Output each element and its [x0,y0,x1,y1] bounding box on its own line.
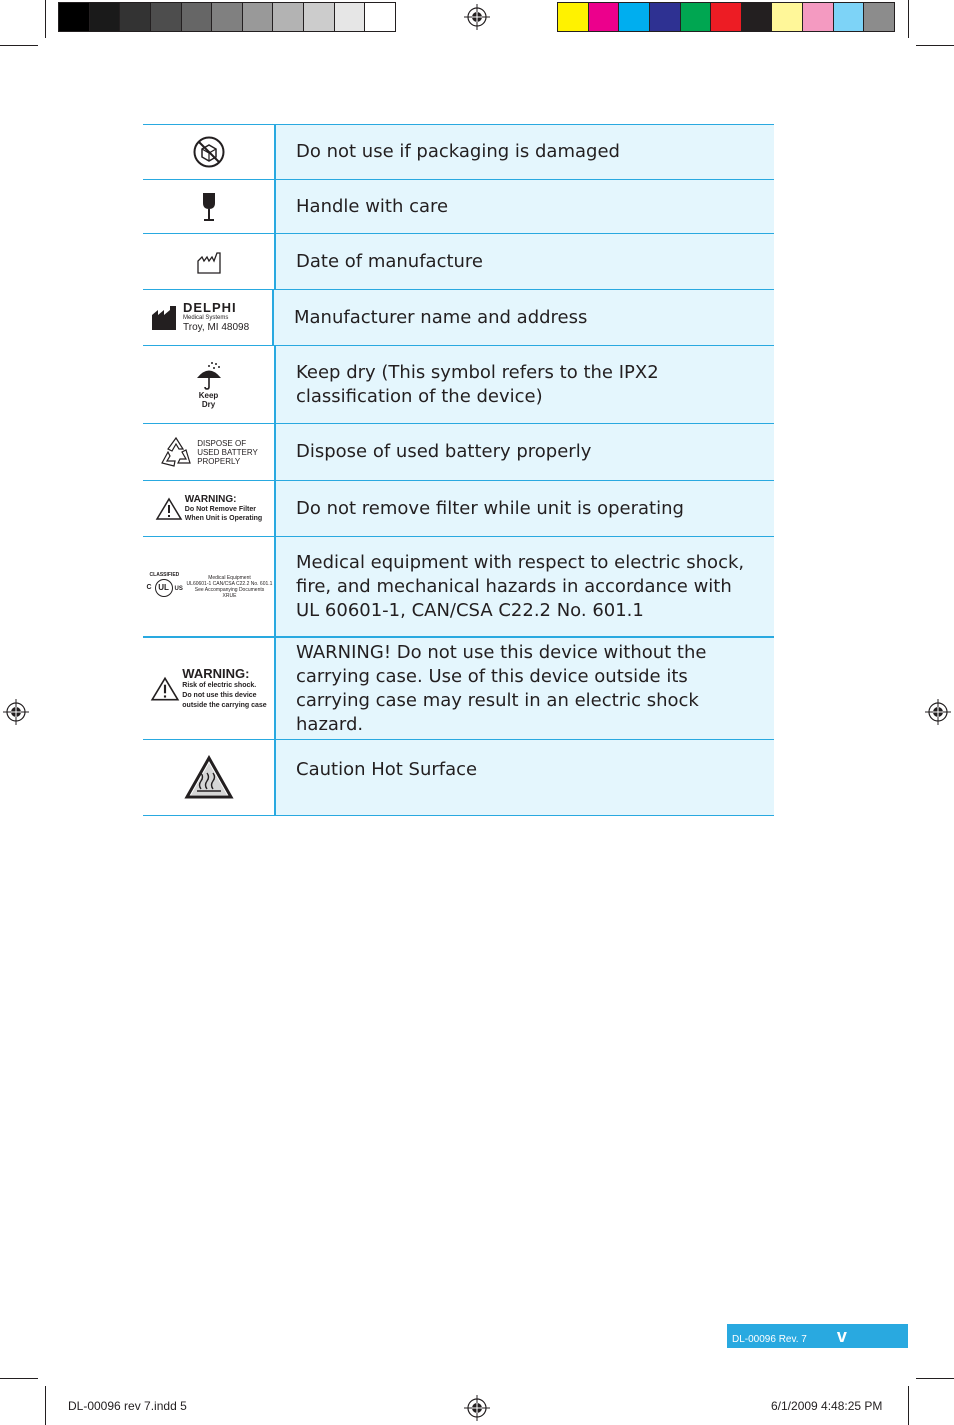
warning-triangle-icon [150,676,180,702]
color-swatch [834,3,865,31]
color-swatch [120,3,151,31]
slug-timestamp: 6/1/2009 4:48:25 PM [771,1399,883,1413]
ul-c: C [146,583,152,591]
slug-filename: DL-00096 rev 7.indd 5 [68,1399,187,1413]
symbol-description: Handle with care [276,180,774,233]
brand-sub: Medical Systems [183,315,229,321]
symbol-description: Do not use if packaging is damaged [276,125,774,179]
symbol-cell [143,180,276,233]
table-row [143,481,774,537]
color-swatch [59,3,90,31]
symbol-cell [143,346,276,423]
table-row [143,537,774,638]
table-row [143,180,774,234]
symbol-description: Caution Hot Surface [276,740,774,815]
ul-mark: UL [158,583,169,592]
color-swatch [212,3,243,31]
ul-classified-icon [145,572,187,602]
warning-text: Do Not Remove Filter [184,506,256,513]
symbol-cell [143,290,274,345]
symbol-description: Medical equipment with respect to electric shock, fire, and mechanical hazards in accordance with UL 60601-1, CAN/CSA C22.2 No. 601.1 [276,537,774,636]
recycle-label: PROPERLY [197,456,241,466]
symbol-description: Dispose of used battery properly [276,424,774,480]
color-swatch [772,3,803,31]
registration-mark-icon [925,699,951,725]
symbol-cell [143,234,276,289]
table-row [143,740,774,816]
manufacturer-city: Troy, MI 48098 [183,322,250,333]
table-row [143,638,774,740]
color-swatch [558,3,589,31]
registration-mark-icon [464,1395,490,1421]
crop-mark [908,0,909,38]
warning-title: WARNING: [182,665,250,681]
table-row [143,125,774,180]
color-swatch [151,3,182,31]
damaged-package-icon [192,135,226,169]
symbol-cell [143,638,276,739]
symbol-description: WARNING! Do not use this device without the carrying case. Use of this device outside its carrying case may result in an electric shock hazard. [276,638,774,739]
recycle-label: USED BATTERY [197,447,258,457]
color-swatch [619,3,650,31]
warning-title: WARNING: [184,494,237,505]
ul-label: XRUE [222,592,237,599]
keep-dry-label: Keep [198,390,219,400]
color-swatch [803,3,834,31]
date-of-manufacture-icon [196,249,222,275]
keep-dry-label: Dry [201,399,216,409]
symbol-description: Do not remove filter while unit is operating [276,481,774,536]
color-swatch [650,3,681,31]
recycle-battery-icon [159,435,193,469]
fragile-glass-icon [199,191,219,223]
symbol-description: Manufacturer name and address [274,290,774,345]
color-swatch [742,3,773,31]
warning-text: Risk of electric shock. [182,681,257,689]
crop-mark [45,1386,46,1425]
symbol-cell [143,125,276,179]
warning-text: Do not use this device [182,691,257,699]
table-row [143,424,774,481]
color-swatch [864,3,894,31]
table-row [143,346,774,424]
gray-calibration-bar [58,2,396,32]
recycle-label: DISPOSE OF [197,438,247,448]
symbol-cell [143,424,276,480]
symbol-table [143,124,774,816]
crop-mark [0,1378,38,1379]
color-swatch [711,3,742,31]
doc-revision-band [727,1324,908,1348]
crop-mark [45,0,46,38]
ul-label: See Accompanying Documents [194,586,265,593]
crop-mark [0,45,38,46]
symbol-cell [143,537,276,636]
symbol-description: Keep dry (This symbol refers to the IPX2 classification of the device) [276,346,774,423]
symbol-cell [143,740,276,815]
symbol-description: Date of manufacture [276,234,774,289]
warning-text: outside the carrying case [182,701,267,709]
registration-mark-icon [3,699,29,725]
brand-name: DELPHI [183,300,237,315]
ul-classified-text: CLASSIFIED [149,571,180,578]
page-number: v [836,1325,847,1346]
color-swatch [589,3,620,31]
warning-text: When Unit is Operating [184,515,263,522]
ul-us: US [174,585,183,592]
ul-label: Medical Equipment [208,574,251,581]
color-swatch [182,3,213,31]
ul-label: UL60601-1 CAN/CSA C22.2 No. 601.1 [186,580,273,587]
color-swatch [273,3,304,31]
crop-mark [916,45,954,46]
color-swatch [90,3,121,31]
warning-triangle-icon [155,497,183,521]
table-row [143,234,774,290]
color-swatch [681,3,712,31]
color-swatch [335,3,366,31]
manufacturer-icon [151,305,179,331]
doc-revision: DL-00096 Rev. 7 [732,1333,807,1345]
keep-dry-umbrella-icon [194,361,224,391]
table-row [143,290,774,346]
color-swatch [365,3,395,31]
crop-mark [908,1386,909,1425]
color-swatch [304,3,335,31]
crop-mark [916,1378,954,1379]
registration-mark-icon [464,4,490,30]
color-calibration-bar [557,2,895,32]
hot-surface-icon [184,755,234,801]
color-swatch [243,3,274,31]
symbol-cell [143,481,276,536]
